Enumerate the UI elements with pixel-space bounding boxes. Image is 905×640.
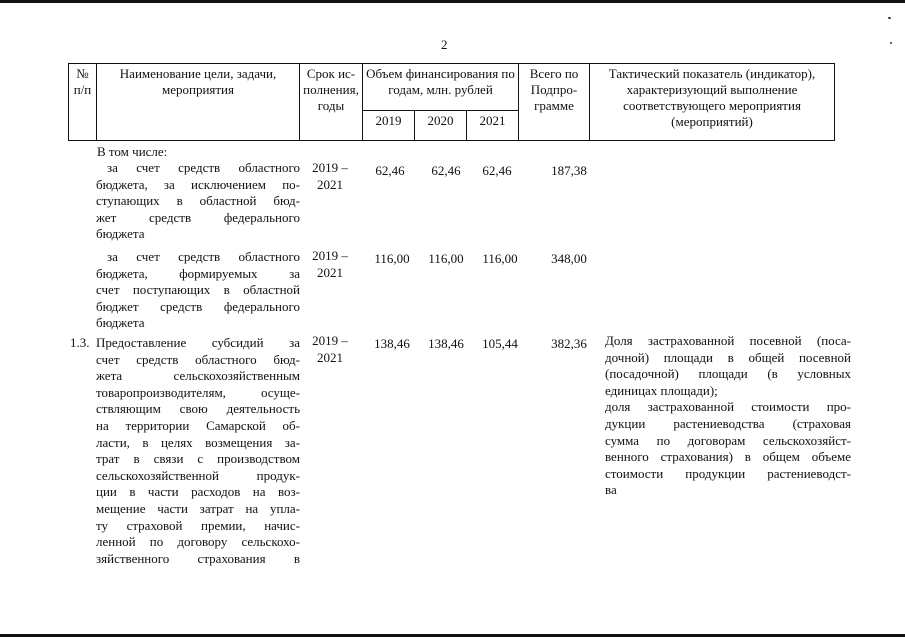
row-3-name-line: зяйственного страхования в <box>96 550 300 566</box>
row-1-total: 187,38 <box>551 163 587 178</box>
row-3-value-2019: 138,46 <box>374 336 410 351</box>
header-col-volume: Объем финансирования по годам, млн. рублей <box>363 64 519 111</box>
indicator-line: ва <box>605 482 617 498</box>
header-year-2021: 2021 <box>467 111 519 141</box>
row-1-name-line: жет средств федерального <box>96 209 300 225</box>
term-line: 2021 <box>317 264 343 280</box>
row-3-name-line: на территории Самарской об- <box>96 417 300 433</box>
indicator-line: доля застрахованной стоимости про- <box>605 399 851 415</box>
row-3-name-line: ту страховой премии, начис- <box>96 517 300 533</box>
term-line: 2019 – <box>312 160 348 175</box>
indicator-line: стоимости продукции растениеводст- <box>605 465 851 481</box>
row-1-name-line: бюджета <box>96 226 145 242</box>
row-3-name-line: сельскохозяйственной продук- <box>96 467 300 483</box>
header-col-indicator: Тактический показатель (индикатор), характеризующий выполнение соответствующего мероприятия (мероприятий) <box>590 64 835 141</box>
row-2-name <box>96 249 300 332</box>
header-year-2019: 2019 <box>363 111 415 141</box>
row-1-value-2019: 62,46 <box>375 163 405 178</box>
row-3-number: 1.3. <box>70 335 90 350</box>
row-3-value-2020: 138,46 <box>428 336 464 351</box>
header-col-term: Срок ис- полнения, годы <box>300 64 363 141</box>
row-2-value-2019: 116,00 <box>374 251 410 266</box>
row-3-name-line: мещение части затрат на упла- <box>96 500 300 516</box>
row-1-value-2020: 62,46 <box>431 163 461 178</box>
row-3-name-line: ленной по договору сельскохо- <box>96 534 300 550</box>
row-3-name-line: товаропроизводителям, осуще- <box>96 384 300 400</box>
term-line: 2021 <box>317 176 343 192</box>
term-line: 2019 – <box>312 333 348 348</box>
row-1-name <box>96 160 300 243</box>
row-3-name-line: трат в связи с производством <box>96 451 300 467</box>
header-col-number: № п/п <box>69 64 97 141</box>
row-1-name-line: бюджета, за исключением по- <box>96 176 300 192</box>
scan-speck <box>888 17 891 19</box>
header-col-name: Наименование цели, задачи, мероприятия <box>97 64 300 141</box>
header-year-2020: 2020 <box>415 111 467 141</box>
row-3-indicator <box>605 333 851 499</box>
row-2-total: 348,00 <box>551 251 587 266</box>
row-2-name-line: бюджет средств федерального <box>96 298 300 314</box>
row-3-name-line: счет средств областного бюд- <box>96 351 300 367</box>
row-3-name <box>96 335 300 567</box>
row-3-name-line: ствляющим свою деятельность <box>96 401 300 417</box>
row-3-name-line: Предоставление субсидий за <box>96 335 300 350</box>
indicator-line: дочной) площади в общей посевной <box>605 349 851 365</box>
header-col-total: Всего по Подпро- грамме <box>519 64 590 141</box>
row-2-value-2020: 116,00 <box>428 251 464 266</box>
row-2-value-2021: 116,00 <box>482 251 518 266</box>
term-line: 2019 – <box>312 248 348 263</box>
row-2-term <box>305 248 355 281</box>
indicator-line: дукции растениеводства (страховая <box>605 415 851 431</box>
row-2-name-line: бюджета <box>96 315 145 331</box>
top-border <box>0 0 905 3</box>
row-3-name-line: ции в части расходов на воз- <box>96 484 300 500</box>
scan-speck <box>890 42 892 44</box>
row-1-name-line: за счет средств областного <box>107 160 300 175</box>
indicator-line: (посадочной) площади (в условных <box>605 366 851 382</box>
indicator-line: венного страхования) в общем объеме <box>605 449 851 465</box>
row-2-name-line: за счет средств областного <box>107 249 300 264</box>
intro-label: В том числе: <box>97 144 168 159</box>
row-3-term <box>305 333 355 366</box>
row-3-total: 382,36 <box>551 336 587 351</box>
row-3-name-line: жета сельскохозяйственным <box>96 368 300 384</box>
row-2-name-line: счет поступающих в областной <box>96 282 300 298</box>
row-3-name-line: ласти, в целях возмещения за- <box>96 434 300 450</box>
table-header <box>68 63 835 141</box>
row-3-value-2021: 105,44 <box>482 336 518 351</box>
page-number: 2 <box>441 37 448 52</box>
row-2-name-line: бюджета, формируемых за <box>96 265 300 281</box>
indicator-line: сумма по договорам сельскохозяйст- <box>605 432 851 448</box>
row-1-name-line: ступающих в областной бюд- <box>96 193 300 209</box>
indicator-line: единицах площади); <box>605 382 718 398</box>
row-1-term <box>305 160 355 193</box>
row-1-value-2021: 62,46 <box>482 163 512 178</box>
indicator-line: Доля застрахованной посевной (поса- <box>605 333 851 348</box>
bottom-border <box>0 634 905 637</box>
term-line: 2021 <box>317 349 343 365</box>
